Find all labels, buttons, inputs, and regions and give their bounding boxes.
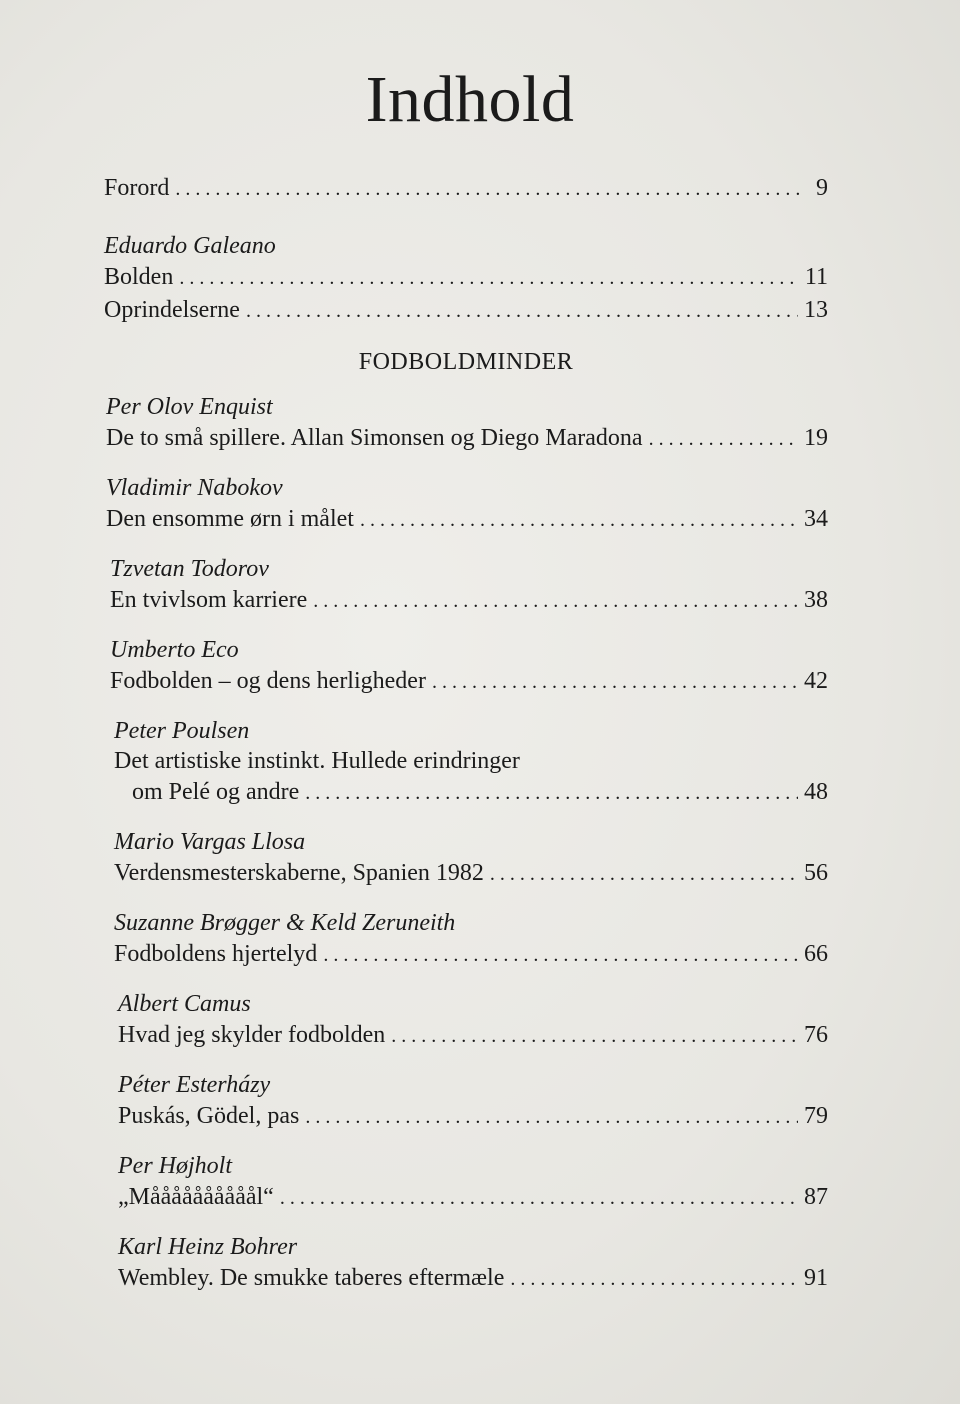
dot-leader (391, 1020, 798, 1052)
toc-group (106, 392, 828, 455)
dot-leader (490, 858, 798, 890)
toc-page-number: 76 (804, 1022, 828, 1048)
toc-group (118, 1151, 828, 1214)
toc-page-number: 19 (804, 425, 828, 451)
toc-entry[interactable] (106, 503, 828, 536)
toc-entry-title: Den ensomme ørn i målet (106, 506, 354, 532)
toc-author: Umberto Eco (110, 637, 239, 663)
toc-author: Albert Camus (118, 991, 251, 1017)
toc-entry[interactable] (114, 938, 828, 971)
toc-page-number: 66 (804, 941, 828, 967)
toc-group-foreword (104, 172, 828, 205)
toc-entry-title: Verdensmesterskaberne, Spanien 1982 (114, 860, 484, 886)
dot-leader (510, 1263, 798, 1295)
toc-entry[interactable] (110, 584, 828, 617)
toc-page-number: 34 (804, 506, 828, 532)
dot-leader (175, 173, 800, 205)
section-heading: FODBOLDMINDER (358, 349, 574, 375)
toc-group (118, 1070, 828, 1133)
toc-page-number: 56 (804, 860, 828, 886)
toc-group (110, 635, 828, 698)
toc-entry-title: Wembley. De smukke taberes eftermæle (118, 1265, 505, 1291)
toc-entry-title: Oprindelserne (104, 297, 240, 323)
toc-entry-title: Fodboldens hjertelyd (114, 941, 318, 967)
toc-author: Karl Heinz Bohrer (118, 1234, 298, 1260)
toc-page-number: 48 (804, 779, 828, 805)
toc-entry[interactable] (114, 857, 828, 890)
toc-page-number: 13 (804, 297, 828, 323)
toc-author: Péter Esterházy (118, 1072, 271, 1098)
toc-page-number: 91 (804, 1265, 828, 1291)
toc-entry-title: „Måååååååååål“ (118, 1184, 274, 1210)
toc-entry[interactable] (118, 1262, 828, 1295)
dot-leader (313, 585, 798, 617)
toc-page-number: 9 (816, 175, 828, 201)
toc-entry-title: Fodbolden – og dens herligheder (110, 668, 426, 694)
toc-entry[interactable] (104, 261, 828, 294)
dot-leader (432, 666, 798, 698)
toc-entry[interactable] (104, 294, 828, 327)
toc-entry-title: om Pelé og andre (132, 779, 300, 805)
dot-leader (649, 423, 798, 455)
toc-author: Tzvetan Todorov (110, 556, 269, 582)
toc-entry[interactable] (118, 1100, 828, 1133)
toc-author: Mario Vargas Llosa (114, 829, 306, 855)
toc-group (110, 554, 828, 617)
toc-page-number: 87 (804, 1184, 828, 1210)
toc-page-number: 11 (804, 264, 828, 290)
toc-group (114, 716, 828, 809)
dot-leader (323, 939, 798, 971)
toc-group (114, 908, 828, 971)
toc-entry-title-line: Det artistiske instinkt. Hullede erindringer (114, 748, 520, 774)
dot-leader (179, 262, 799, 294)
toc-group (114, 827, 828, 890)
dot-leader (305, 1101, 798, 1133)
dot-leader (246, 295, 798, 327)
toc-entry-title: En tvivlsom karriere (110, 587, 308, 613)
dot-leader (360, 504, 798, 536)
toc-entry-foreword[interactable] (104, 172, 828, 205)
table-of-contents (104, 172, 828, 1313)
dot-leader (280, 1182, 798, 1214)
toc-entry-title: Forord (104, 175, 170, 201)
toc-entry[interactable] (118, 1181, 828, 1214)
toc-group (118, 989, 828, 1052)
toc-entry-title: Puskás, Gödel, pas (118, 1103, 300, 1129)
toc-group-galeano (104, 231, 828, 327)
toc-author: Per Olov Enquist (106, 394, 273, 420)
dot-leader (305, 777, 798, 809)
toc-entry-title: De to små spillere. Allan Simonsen og Diego Maradona (106, 425, 643, 451)
toc-entry-title: Bolden (104, 264, 174, 290)
toc-group (118, 1232, 828, 1295)
toc-author: Per Højholt (118, 1153, 232, 1179)
toc-group (106, 473, 828, 536)
toc-author: Suzanne Brøgger & Keld Zeruneith (114, 910, 456, 936)
toc-page-number: 79 (804, 1103, 828, 1129)
toc-entry[interactable] (110, 665, 828, 698)
toc-author: Vladimir Nabokov (106, 475, 283, 501)
toc-page-number: 42 (804, 668, 828, 694)
toc-entry[interactable] (114, 776, 828, 809)
toc-author: Peter Poulsen (114, 718, 250, 744)
toc-page-number: 38 (804, 587, 828, 613)
toc-entry-title: Hvad jeg skylder fodbolden (118, 1022, 386, 1048)
toc-author: Eduardo Galeano (104, 233, 276, 259)
toc-entry[interactable] (106, 422, 828, 455)
page-title: Indhold (365, 63, 575, 136)
toc-entry[interactable] (118, 1019, 828, 1052)
